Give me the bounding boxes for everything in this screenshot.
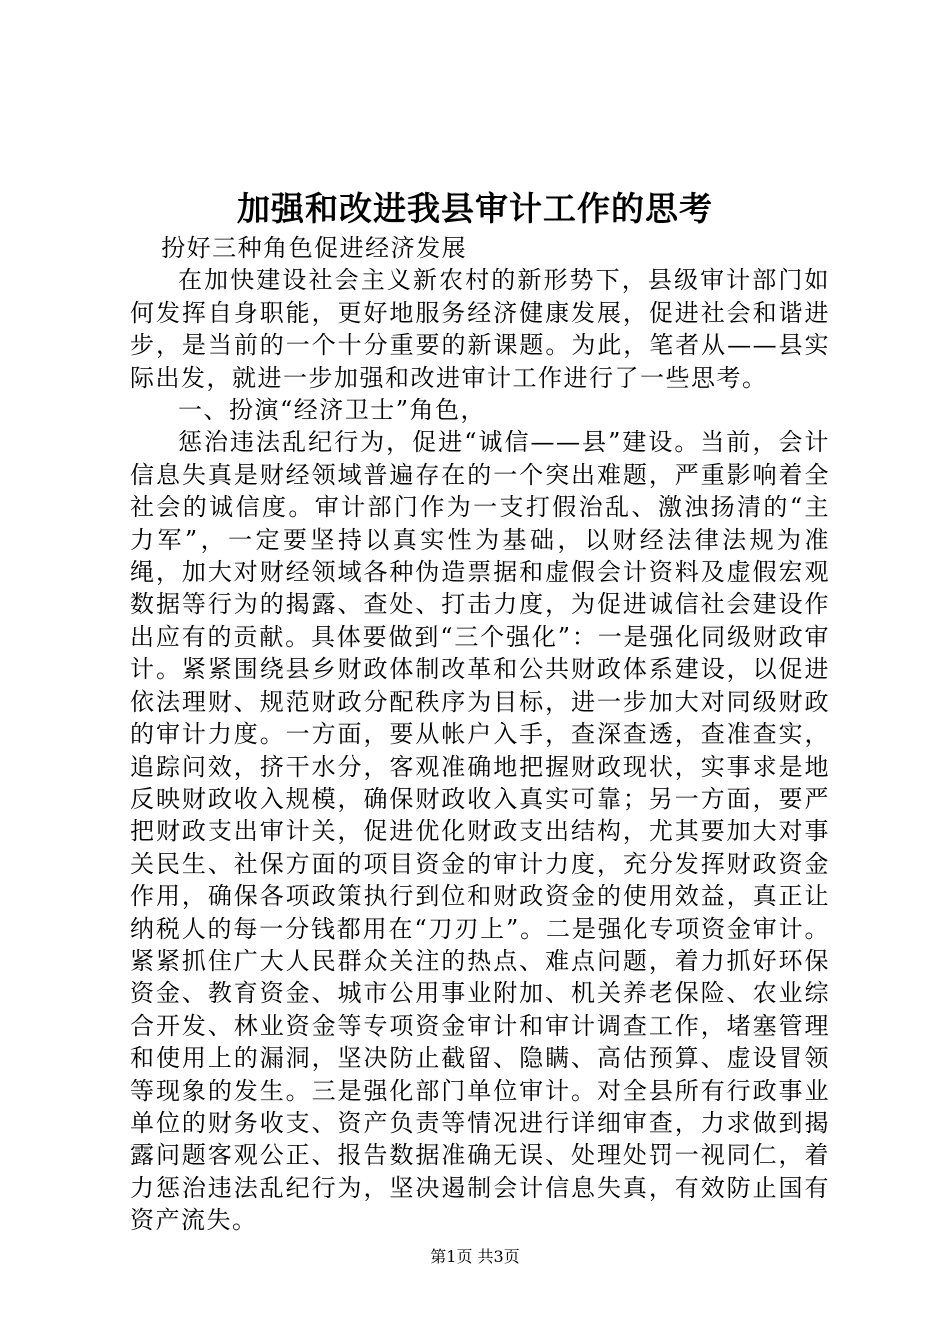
document-title: 加强和改进我县审计工作的思考	[237, 189, 713, 228]
section-heading-1: 一、扮演“经济卫士”角色，	[178, 396, 487, 425]
paragraph-intro: 在加快建设社会主义新农村的新形势下，县级审计部门如何发挥自身职能，更好地服务经济健康发展，促进社会和谐进步，是当前的一个十分重要的新课题。为此，笔者从——县实际出发，就进一步加强和改进审计工作进行了一些思考。	[130, 266, 830, 392]
paragraph-section-1: 惩治违法乱纪行为，促进“诚信——县”建设。当前，会计信息失真是财经领域普遍存在的一个突出难题，严重影响着全社会的诚信度。审计部门作为一支打假治乱、激浊扬清的“主力军”，一定要坚持以真实性为基础，以财经法律法规为准绳，加大对财经领域各种伪造票据和虚假会计资料及虚假宏观数据等行为的揭露、查处、打击力度，为促进诚信社会建设作出应有的贡献。具体要做到“三个强化”：一是强化同级财政审计。紧紧围绕县乡财政体制改革和公共财政体系建设，以促进依法理财、规范财政分配秩序为目标，进一步加大对同级财政的审计力度。一方面，要从帐户入手，查深查透，查准查实，追踪问效，挤干水分，客观准确地把握财政现状，实事求是地反映财政收入规模，确保财政收入真实可靠；另一方面，要严把财政支出审计关，促进优化财政支出结构，尤其要加大对事关民生、社保方面的项目资金的审计力度，充分发挥财政资金作用，确保各项政策执行到位和财政资金的使用效益，真正让纳税人的每一分钱都用在“刀刃上”。二是强化专项资金审计。紧紧抓住广大人民群众关注的热点、难点问题，着力抓好环保资金、教育资金、城市公用事业附加、机关养老保险、农业综合开发、林业资金等专项资金审计和审计调查工作，堵塞管理和使用上的漏洞，坚决防止截留、隐瞒、高估预算、虚设冒领等现象的发生。三是强化部门单位审计。对全县所有行政事业单位的财务收支、资产负责等情况进行详细审查，力求做到揭露问题客观公正、报告数据准确无误、处理处罚一视同仁，着力惩治违法乱纪行为，坚决遏制会计信息失真，有效防止国有资产流失。	[130, 428, 830, 1235]
document-subtitle: 扮好三种角色促进经济发展	[161, 234, 468, 262]
document-body	[130, 232, 830, 1237]
page-footer: 第1页 共3页	[430, 1247, 520, 1266]
